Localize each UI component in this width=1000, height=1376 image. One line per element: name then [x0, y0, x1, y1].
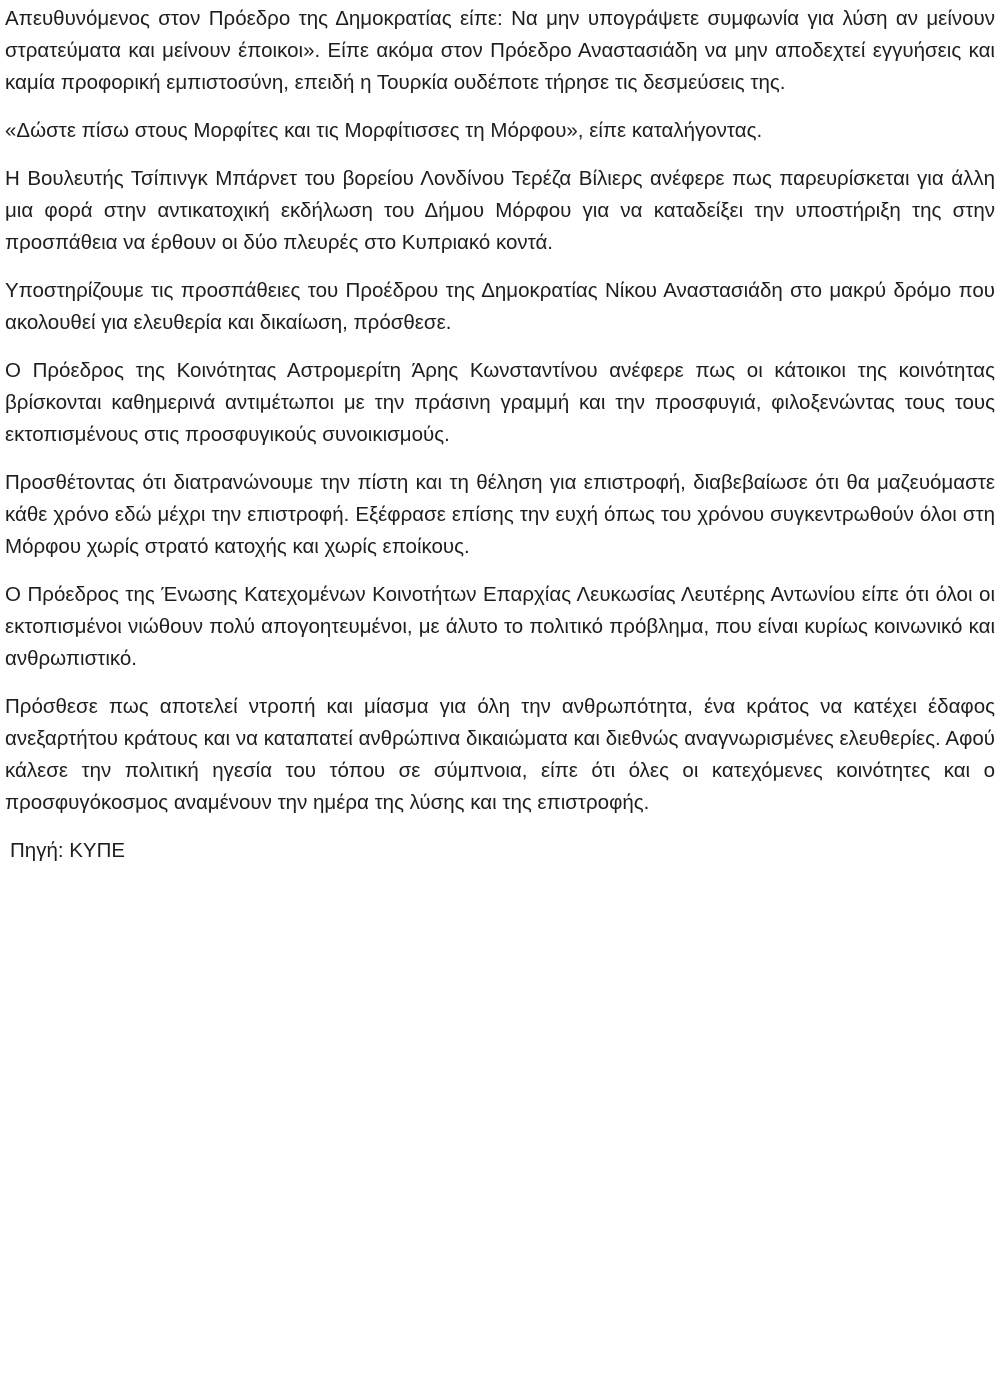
paragraph-6: Προσθέτοντας ότι διατρανώνουμε την πίστη και τη θέληση για επιστροφή, διαβεβαίωσε ότι θα μαζευόμαστε κάθε χρόνο εδώ μέχρι την επιστροφή. Εξέφρασε επίσης την ευχή όπως του χρόνου συγκεντρωθούν όλοι στη Μόρφου χωρίς στρατό κατοχής και χωρίς εποίκους.: [5, 471, 995, 558]
paragraph-8: Πρόσθεσε πως αποτελεί ντροπή και μίασμα για όλη την ανθρωπότητα, ένα κράτος να κατέχει έδαφος ανεξαρτήτου κράτους και να καταπατεί ανθρώπινα δικαιώματα και διεθνώς αναγνωρισμένες ελευθερίες. Αφού κάλεσε την πολιτική ηγεσία του τόπου σε σύμπνοια, είπε ότι όλες οι κατεχόμενες κοινότητες και ο προσφυγόκοσμος αναμένουν την ημέρα της λύσης και της επιστροφής.: [5, 695, 995, 814]
source-credit: Πηγή: ΚΥΠΕ: [10, 839, 126, 862]
paragraph-2: «Δώστε πίσω στους Μορφίτες και τις Μορφίτισσες τη Μόρφου», είπε καταλήγοντας.: [5, 119, 763, 142]
paragraph-5: Ο Πρόεδρος της Κοινότητας Αστρομερίτη Άρης Κωνσταντίνου ανέφερε πως οι κάτοικοι της κοινότητας βρίσκονται καθημερινά αντιμέτωποι με την πράσινη γραμμή και την προσφυγιά, φιλοξενώντας τους τους εκτοπισμένους στις προσφυγικούς συνοικισμούς.: [5, 359, 995, 446]
paragraph-3: Η Βουλευτής Τσίπινγκ Μπάρνετ του βορείου Λονδίνου Τερέζα Βίλιερς ανέφερε πως παρευρίσκεται για άλλη μια φορά στην αντικατοχική εκδήλωση του Δήμου Μόρφου για να καταδείξει την υποστήριξη της στην προσπάθεια να έρθουν οι δύο πλευρές στο Κυπριακό κοντά.: [5, 167, 995, 254]
paragraph-1: Απευθυνόμενος στον Πρόεδρο της Δημοκρατίας είπε: Να μην υπογράψετε συμφωνία για λύση αν μείνουν στρατεύματα και μείνουν έποικοι». Είπε ακόμα στον Πρόεδρο Αναστασιάδη να μην αποδεχτεί εγγυήσεις και καμία προφορική εμπιστοσύνη, επειδή η Τουρκία ουδέποτε τήρησε τις δεσμεύσεις της.: [5, 7, 995, 94]
paragraph-4: Υποστηρίζουμε τις προσπάθειες του Προέδρου της Δημοκρατίας Νίκου Αναστασιάδη στο μακρύ δρόμο που ακολουθεί για ελευθερία και δικαίωση, πρόσθεσε.: [5, 279, 995, 334]
article-body: [5, 3, 995, 867]
paragraph-7: Ο Πρόεδρος της Ένωσης Κατεχομένων Κοινοτήτων Επαρχίας Λευκωσίας Λευτέρης Αντωνίου είπε ότι όλοι οι εκτοπισμένοι νιώθουν πολύ απογοητευμένοι, με άλυτο το πολιτικό πρόβλημα, που είναι κυρίως κοινωνικό και ανθρωπιστικό.: [5, 583, 995, 670]
